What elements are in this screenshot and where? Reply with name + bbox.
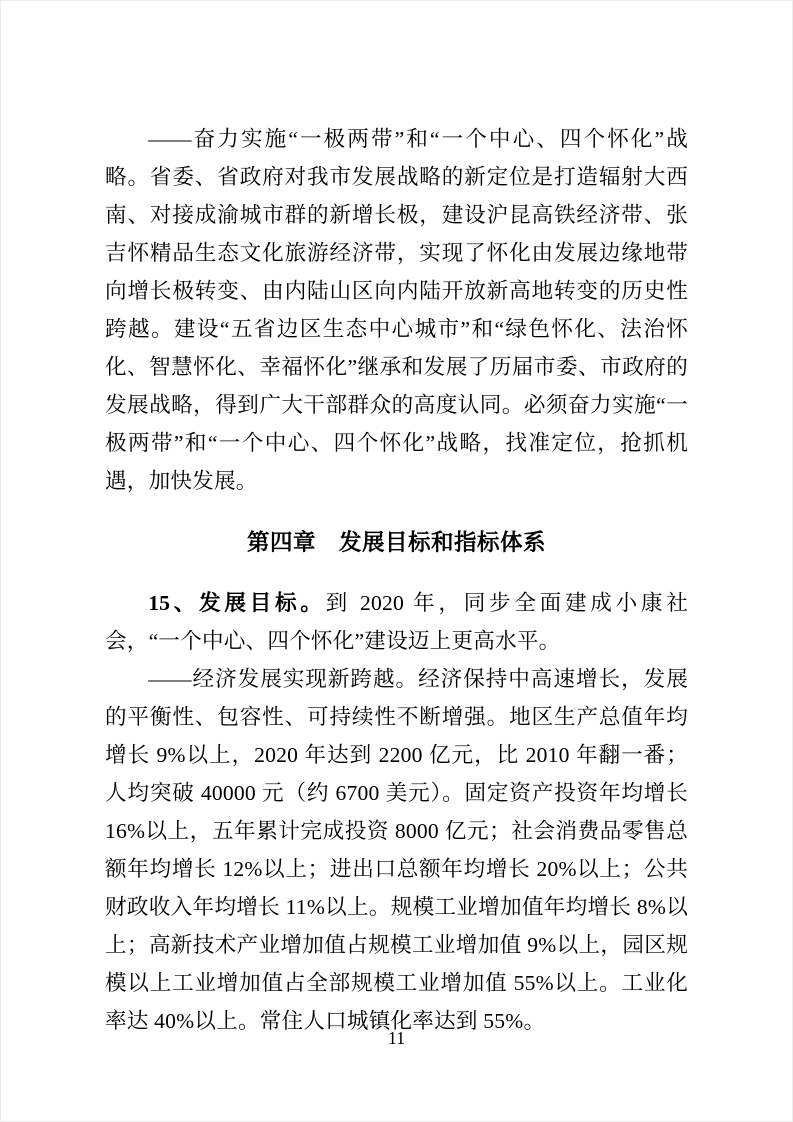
chapter-heading: 第四章 发展目标和指标体系 — [246, 530, 546, 555]
goal-paragraph-lead: 15、发展目标。 — [148, 591, 326, 615]
strategy-paragraph: ——奋力实施“一极两带”和“一个中心、四个怀化”战略。省委、省政府对我市发展战略的新定位是打造辐射大西南、对接成渝城市群的新增长极，建设沪昆高铁经济带、张吉怀精品生态文化旅游经济带，实现了怀化由发展边缘地带向增长极转变、由内陆山区向内陆开放新高地转变的历史性跨越。建设“五省边区生态中心城市”和“绿色怀化、法治怀化、智慧怀化、幸福怀化”继承和发展了历届市委、市政府的发展战略，得到广大干部群众的高度认同。必须奋力实施“一极两带”和“一个中心、四个怀化”战略，找准定位，抢抓机遇，加快发展。 — [105, 127, 688, 493]
goal-paragraph-text: 到 2020 年，同步全面建成小康社会，“一个中心、四个怀化”建设迈上更高水平。 — [105, 591, 688, 653]
goal-paragraph — [105, 584, 688, 660]
economy-paragraph: ——经济发展实现新跨越。经济保持中高速增长，发展的平衡性、包容性、可持续性不断增强。地区生产总值年均增长 9%以上，2020 年达到 2200 亿元，比 2010 年翻一番；人均突破 40000 元（约 6700 美元）。固定资产投资年均增长 16%以上，五年累计完成投资 8000 亿元；社会消费品零售总额年均增长 12%以上；进出口总额年均增长 20%以上；公共财政收入年均增长 11%以上。规模工业增加值年均增长 8%以上；高新技术产业增加值占规模工业增加值 9%以上，园区规模以上工业增加值占全部规模工业增加值 55%以上。工业化率达 40%以上。常住人口城镇化率达到 55%。 — [105, 667, 688, 1033]
page-number: 11 — [387, 1028, 406, 1048]
